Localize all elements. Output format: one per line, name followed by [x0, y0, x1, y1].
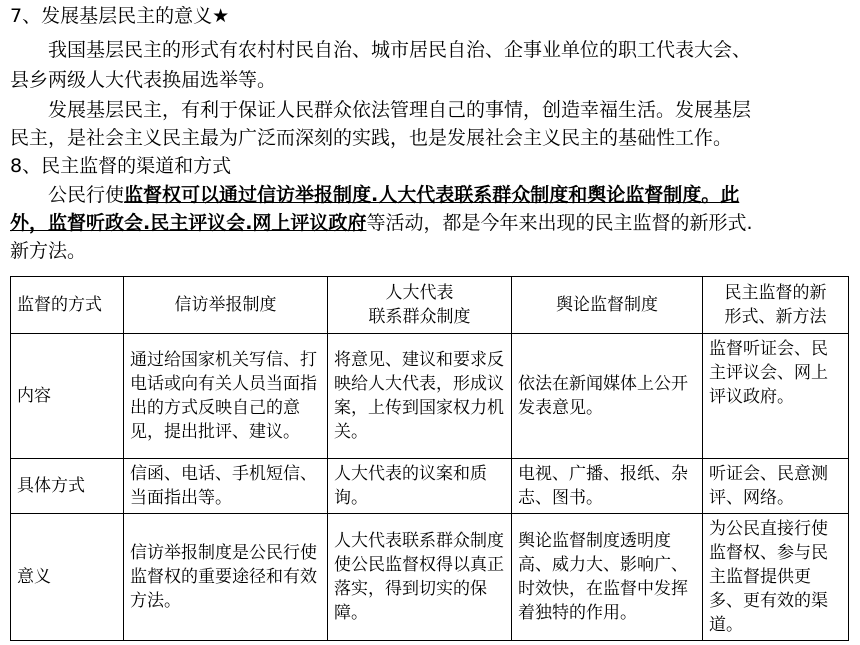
table-cell: 监督听证会、民主评议会、网上评议政府。 [703, 334, 849, 459]
table-cell: 信函、电话、手机短信、当面指出等。 [124, 459, 328, 514]
table-header-row [11, 277, 849, 334]
table-cell: 信访举报制度是公民行使监督权的重要途径和有效方法。 [124, 514, 328, 641]
paragraph-3-line-3: 新方法。 [10, 240, 87, 262]
heading-8: 8、民主监督的渠道和方式 [10, 155, 232, 177]
heading-7: 7、发展基层民主的意义★ [10, 5, 230, 27]
table-cell: 为公民直接行使监督权、参与民主监督提供更多、更有效的渠道。 [703, 514, 849, 641]
header-deputy-line-1: 人大代表 [385, 283, 454, 303]
header-method: 监督的方式 [11, 277, 124, 334]
key-point-underlined: 外，监督听政会.民主评议会.网上评议政府 [10, 212, 367, 234]
paragraph-3-line-1 [10, 181, 739, 209]
table-cell: 人大代表的议案和质询。 [328, 459, 512, 514]
header-new-forms-line-1: 民主监督的新 [724, 283, 827, 303]
table-cell: 将意见、建议和要求反映给人大代表，形成议案，上传到国家权力机关。 [328, 334, 512, 459]
paragraph-2-line-1: 发展基层民主，有利于保证人民群众依法管理自己的事情，创造幸福生活。发展基层 [48, 99, 752, 121]
header-petition-system: 信访举报制度 [124, 277, 328, 334]
paragraph-1-line-2: 县乡两级人大代表换届选举等。 [10, 69, 277, 91]
table-cell: 依法在新闻媒体上公开发表意见。 [512, 334, 703, 459]
supervision-methods-table [10, 276, 849, 641]
table-cell: 电视、广播、报纸、杂志、图书。 [512, 459, 703, 514]
header-deputy-system [328, 277, 512, 334]
row-label: 意义 [11, 514, 124, 641]
table-row-method [11, 459, 849, 514]
header-new-forms-line-2: 形式、新方法 [724, 307, 827, 327]
header-deputy-line-2: 联系群众制度 [368, 307, 471, 327]
key-point-underlined: 监督权可以通过信访举报制度.人大代表联系群众制度和舆论监督制度。此 [124, 184, 740, 206]
table-row-content [11, 334, 849, 459]
paragraph-3-line-2 [10, 209, 752, 237]
row-label: 内容 [11, 334, 124, 459]
row-label: 具体方式 [11, 459, 124, 514]
paragraph-2-line-2: 民主，是社会主义民主最为广泛而深刻的实践，也是发展社会主义民主的基础性工作。 [10, 127, 733, 149]
paragraph-1-line-1: 我国基层民主的形式有农村村民自治、城市居民自治、企事业单位的职工代表大会、 [48, 39, 752, 61]
table-cell: 通过给国家机关写信、打电话或向有关人员当面指出的方式反映自己的意见，提出批评、建议。 [124, 334, 328, 459]
paragraph-3-text: 等活动，都是今年来出现的民主监督的新形式. [366, 212, 753, 234]
header-new-forms [703, 277, 849, 334]
header-public-opinion: 舆论监督制度 [512, 277, 703, 334]
table-row-meaning [11, 514, 849, 641]
table-cell: 人大代表联系群众制度使公民监督权得以真正落实，得到切实的保障。 [328, 514, 512, 641]
table-cell: 舆论监督制度透明度高、威力大、影响广、时效快，在监督中发挥着独特的作用。 [512, 514, 703, 641]
paragraph-3-text: 公民行使 [48, 184, 125, 206]
table-cell: 听证会、民意测评、网络。 [703, 459, 849, 514]
